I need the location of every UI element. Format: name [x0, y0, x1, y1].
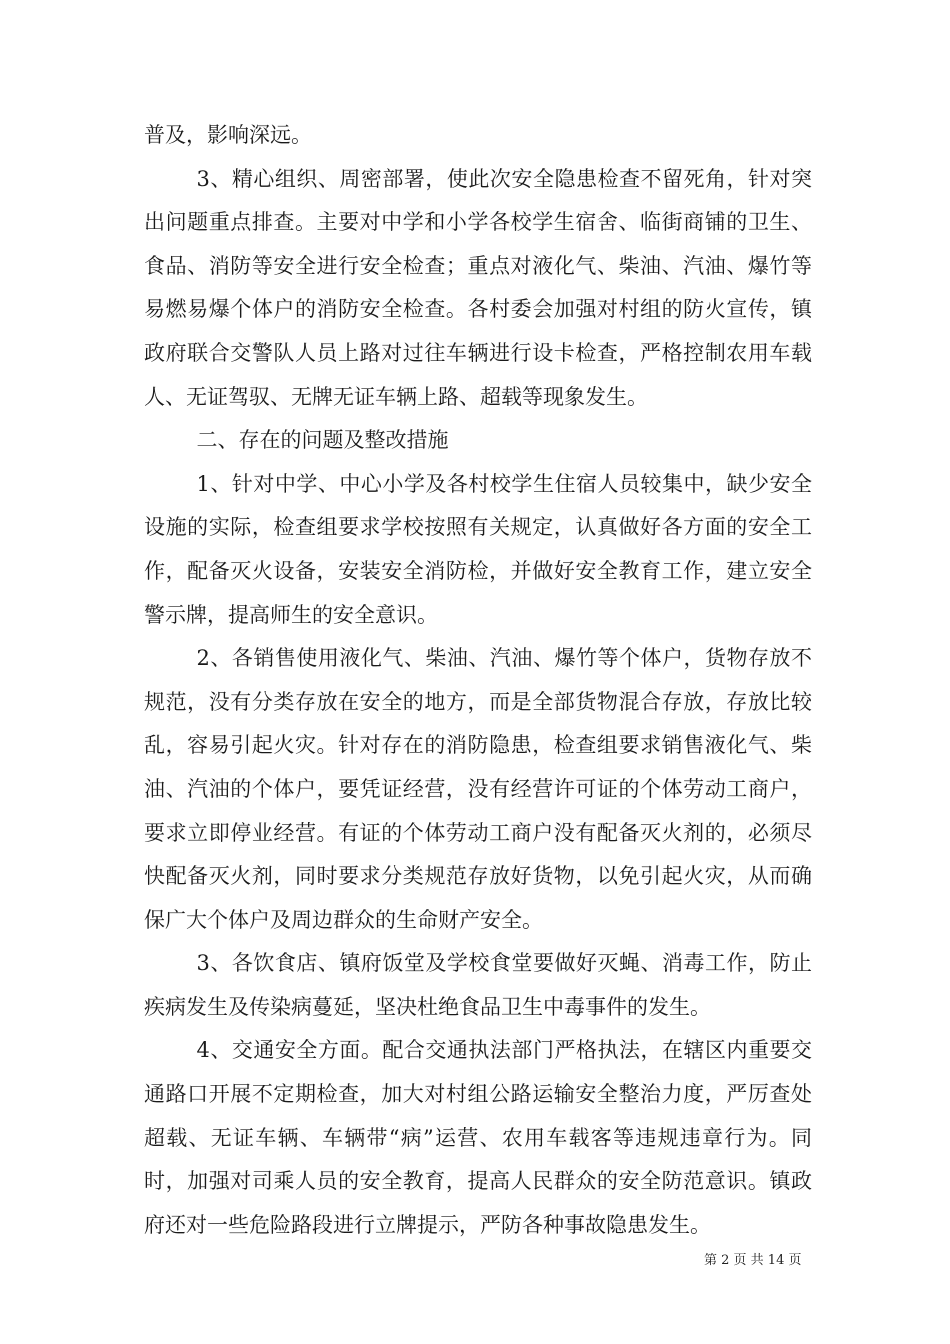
section-heading: 二、存在的问题及整改措施	[196, 428, 449, 453]
paragraph-item-3b: 3、各饮食店、镇府饭堂及学校食堂要做好灭蝇、消毒工作，防止疾病发生及传染病蔓延，坚决杜绝食品卫生中毒事件的发生。	[144, 951, 812, 1019]
paragraph-item-2: 2、各销售使用液化气、柴油、汽油、爆竹等个体户，货物存放不规范，没有分类存放在安全的地方，而是全部货物混合存放，存放比较乱，容易引起火灾。针对存在的消防隐患，检查组要求销售液化气、柴油、汽油的个体户，要凭证经营，没有经营许可证的个体劳动工商户，要求立即停业经营。有证的个体劳动工商户没有配备灭火剂的，必须尽快配备灭火剂，同时要求分类规范存放好货物，以免引起火灾，从而确保广大个体户及周边群众的生命财产安全。	[144, 646, 812, 932]
document-body	[144, 114, 812, 1247]
paragraph-continuation: 普及，影响深远。	[144, 123, 312, 147]
paragraph-item-1: 1、针对中学、中心小学及各村校学生住宿人员较集中，缺少安全设施的实际，检查组要求学校按照有关规定，认真做好各方面的安全工作，配备灭火设备，安装安全消防检，并做好安全教育工作，建立安全警示牌，提高师生的安全意识。	[144, 471, 812, 627]
paragraph-item-4: 4、交通安全方面。配合交通执法部门严格执法，在辖区内重要交通路口开展不定期检查，加大对村组公路运输安全整治力度，严厉查处超载、无证车辆、车辆带“病”运营、农用车载客等违规违章行为。同时，加强对司乘人员的安全教育，提高人民群众的安全防范意识。镇政府还对一些危险路段进行立牌提示，严防各种事故隐患发生。	[144, 1038, 812, 1237]
page-number-footer: 第 2 页 共 14 页	[704, 1253, 802, 1268]
paragraph-item-3: 3、精心组织、周密部署，使此次安全隐患检查不留死角，针对突出问题重点排查。主要对中学和小学各校学生宿舍、临街商铺的卫生、食品、消防等安全进行安全检查；重点对液化气、柴油、汽油、爆竹等易燃易爆个体户的消防安全检查。各村委会加强对村组的防火宣传，镇政府联合交警队人员上路对过往车辆进行设卡检查，严格控制农用车载人、无证驾驭、无牌无证车辆上路、超载等现象发生。	[144, 166, 812, 409]
